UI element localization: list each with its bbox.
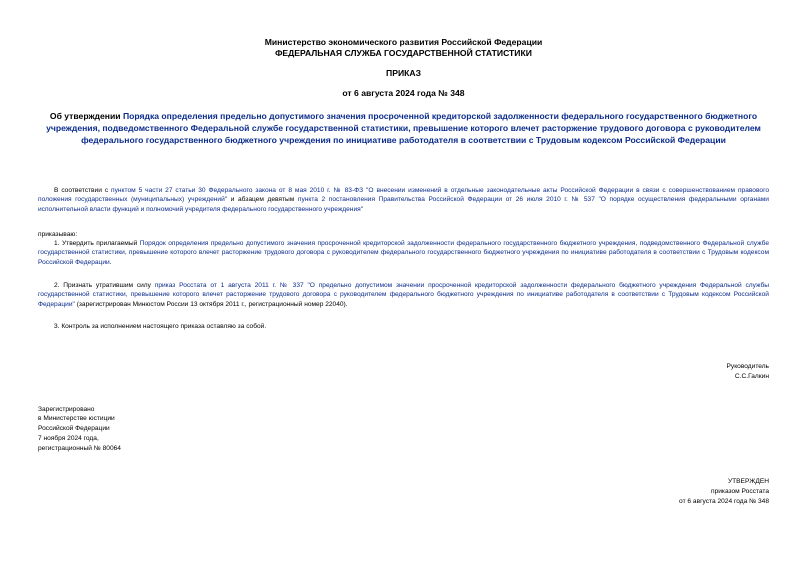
order-word: приказываю:	[38, 231, 78, 238]
signature-name: С.С.Галкин	[734, 373, 769, 380]
registration-line-3: Российской Федерации	[38, 425, 110, 432]
item2-text-after: (зарегистрирован Минюстом России 13 октября 2011 г., регистрационный номер 22040).	[74, 300, 348, 308]
signature-position: Руководитель	[726, 363, 769, 370]
item1-text-after: .	[109, 258, 112, 266]
service-name: ФЕДЕРАЛЬНАЯ СЛУЖБА ГОСУДАРСТВЕННОЙ СТАТИСТИКИ	[275, 48, 532, 58]
title-link[interactable]: Порядка определения предельно допустимого значения просроченной кредиторской задолженности федерального государственного бюджетного учреждения, подведомственного Федеральной службе государственной статистики, превышение которого влечет расторжение трудового договора с руководителем федерального государственного бюджетного учреждения по инициативе работодателя в соответствии с Трудовым кодексом Российской Федерации	[46, 111, 761, 145]
document-title	[38, 110, 769, 146]
document-date-number: от 6 августа 2024 года № 348	[342, 88, 465, 98]
preamble-link-decree[interactable]: пункта 2 постановления Правительства Российской Федерации от 26 июля 2010 г. № 537 "О порядке осуществления федеральными органами исполнительной власти функций и полномочий учредителя федерального государственного учреждения"	[38, 196, 769, 213]
document-type: ПРИКАЗ	[386, 68, 421, 78]
preamble-text-before: В соответствии с	[54, 187, 112, 194]
order-item-3: 3. Контроль за исполнением настоящего приказа оставляю за собой.	[54, 323, 267, 330]
registration-line-5: регистрационный № 80064	[38, 445, 121, 452]
approved-line-1: УТВЕРЖДЕН	[727, 478, 769, 485]
item2-text-before: 2. Признать утратившим силу	[54, 282, 155, 289]
title-prefix: Об утверждении	[49, 111, 123, 121]
item1-text-before: 1. Утвердить прилагаемый	[54, 240, 140, 247]
approved-line-2: приказом Росстата	[711, 488, 769, 495]
preamble-text-middle: и абзацем девятым	[227, 196, 298, 204]
order-item-1	[38, 239, 769, 267]
preamble-link-law[interactable]: пунктом 5 части 27 статьи 30 Федерального закона от 8 мая 2010 г. № 83-ФЗ "О внесении изменений в отдельные законодательные акты Российской Федерации в связи с совершенствованием правового положения государственных (муниципальных) учреждений"	[38, 187, 769, 204]
preamble-paragraph	[38, 186, 769, 214]
approved-line-3: от 6 августа 2024 года № 348	[679, 498, 769, 505]
item2-link[interactable]: приказ Росстата от 1 августа 2011 г. № 337 "О предельно допустимом значении просроченной кредиторской задолженности федерального бюджетного учреждения Федеральной службы государственной статистики, превышение которого влечет расторжение трудового договора с руководителем федерального бюджетного учреждения по инициативе работодателя в соответствии с Трудовым кодексом Российской Федерации"	[38, 282, 770, 308]
registration-line-4: 7 ноября 2024 года,	[38, 435, 99, 442]
registration-line-1: Зарегистрировано	[38, 406, 95, 413]
order-item-2	[38, 281, 769, 309]
item1-link[interactable]: Порядок определения предельно допустимого значения просроченной кредиторской задолженности федерального государственного бюджетного учреждения, подведомственного Федеральной службе государственной статистики, превышение которого влечет расторжение трудового договора с руководителем федерального государственного бюджетного учреждения по инициативе работодателя в соответствии с Трудовым кодексом Российской Федерации	[38, 240, 769, 266]
ministry-name: Министерство экономического развития Российской Федерации	[264, 37, 543, 47]
registration-line-2: в Министерстве юстиции	[38, 415, 115, 422]
